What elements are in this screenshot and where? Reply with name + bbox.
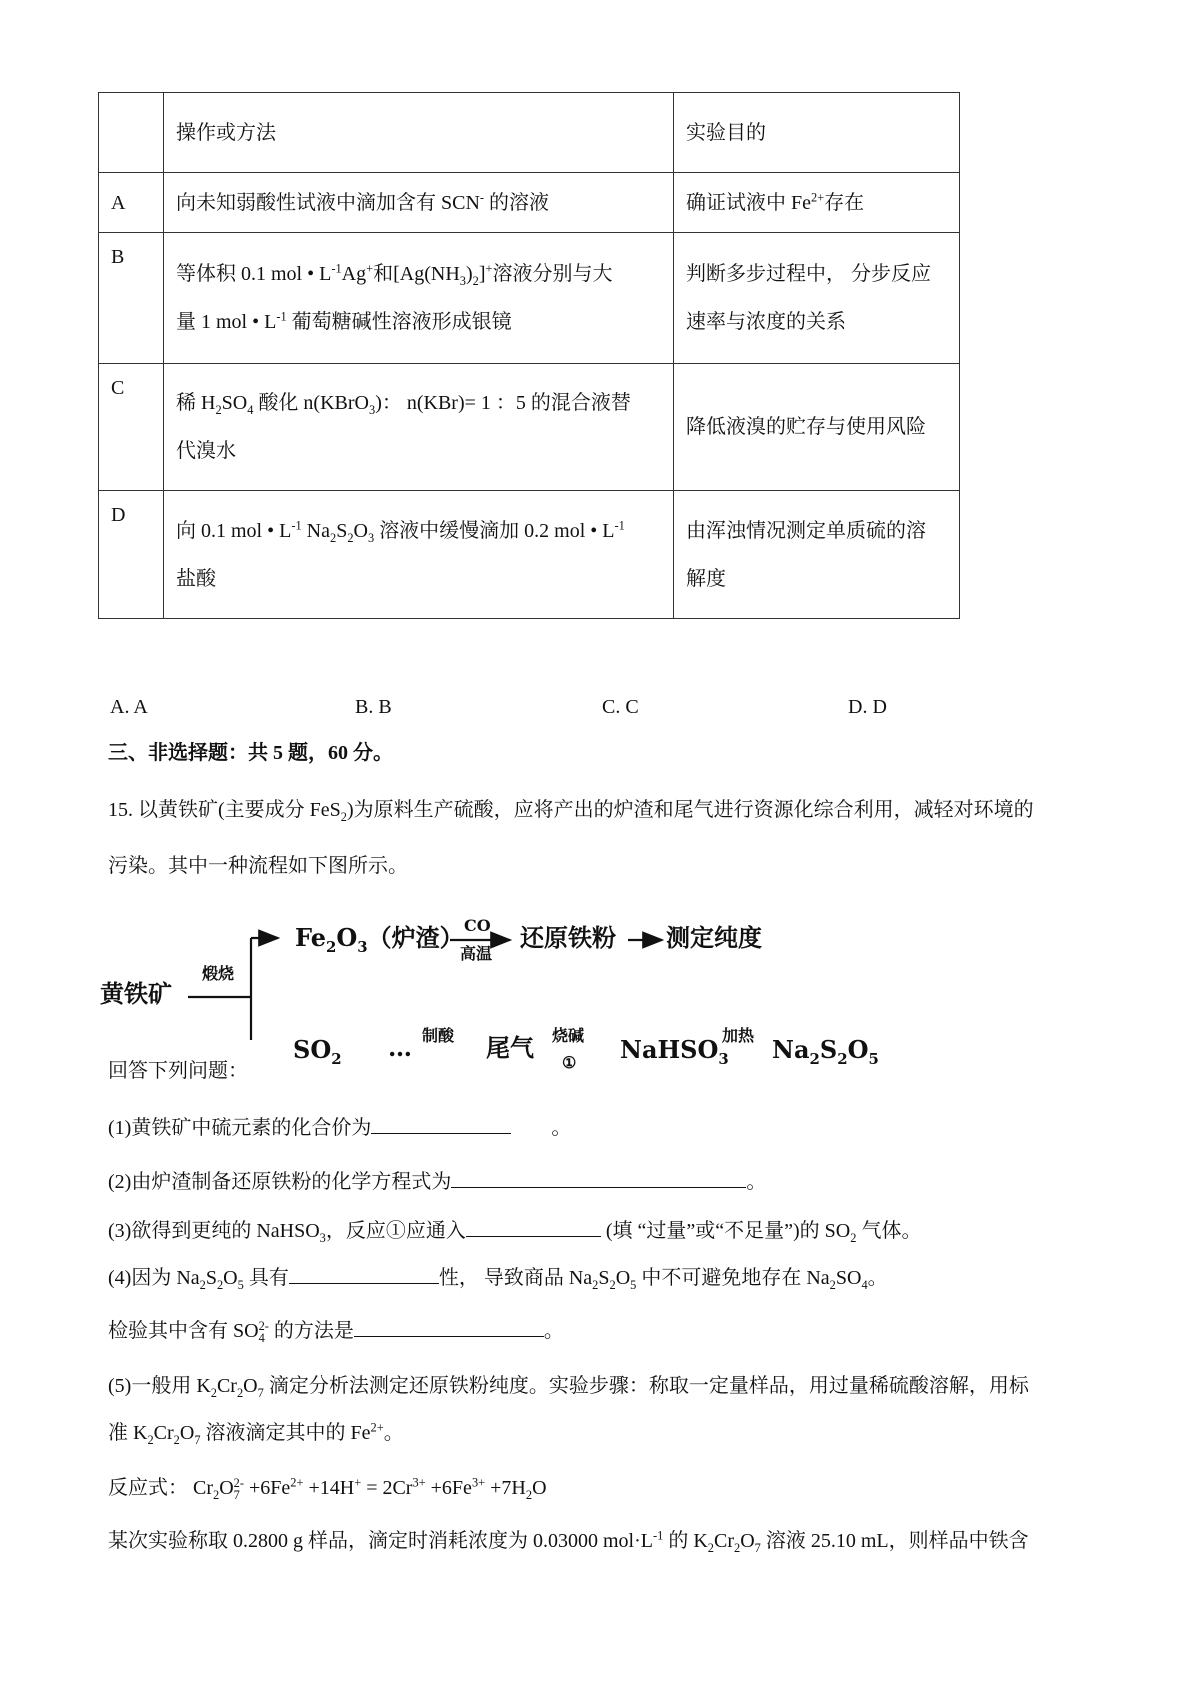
part-2-end: 。 [746, 1171, 767, 1193]
header-method: 操作或方法 [164, 93, 674, 173]
part-4-test-end: 。 [543, 1320, 564, 1342]
question-part-5-line1: (5)一般用 $K_2Cr_2O_7$ 滴定分析法测定还原铁粉纯度。实验步骤：称取一定量样品，用过量稀硫酸溶解，用标 [108, 1375, 1029, 1400]
heat-label: 加热 [722, 1026, 755, 1045]
question-part-4 [108, 1265, 888, 1292]
question-part-5-line2: 准 $K_2Cr_2O_7$ 溶液滴定其中的 $Fe^{2+}$。 [108, 1420, 404, 1447]
part-1-end: 。 [551, 1117, 572, 1139]
part-1-text: (1)黄铁矿中硫元素的化合价为 [108, 1117, 372, 1139]
row-label: B [99, 233, 164, 364]
make-acid-label: 制酸 [422, 1026, 455, 1045]
part-2-text: (2)由炉渣制备还原铁粉的化学方程式为 [108, 1171, 452, 1193]
row-label: D [99, 491, 164, 619]
nahso3-label: NaHSO$_3$ [620, 1035, 729, 1068]
option-d[interactable]: D. D [848, 696, 887, 718]
row-method: 向 0.1 mol • $L^{-1}$ $Na_2S_2O_3$ 溶液中缓慢滴加 0.2 mol • $L^{-1}$ 盐酸 [164, 491, 674, 619]
answer-blank-1[interactable] [371, 1115, 511, 1134]
row-label: C [99, 364, 164, 491]
na2s2o5-label: $Na_2S_2O_5$ [772, 1035, 879, 1068]
answer-blank-5[interactable] [354, 1318, 544, 1337]
part-3-text: (3)欲得到更纯的 NaHSO$_3$，反应①应通入 [108, 1220, 466, 1245]
header-purpose: 实验目的 [674, 93, 960, 173]
option-b[interactable]: B. B [355, 696, 392, 718]
row-method: 稀 $H_2SO_4$ 酸化 n(KBrO$_3$)： n(KBr)= 1 ：5 的混合液替 代溴水 [164, 364, 674, 491]
question-part-1 [108, 1115, 571, 1138]
roast-label: 煅烧 [202, 964, 235, 983]
high-temp-label: 高温 [460, 944, 493, 963]
so2-label: $SO_2$ [293, 1035, 342, 1068]
question-15-line1: 15. 以黄铁矿(主要成分 FeS$_2$)为原料生产硫酸，应将产出的炉渣和尾气进行资源化综合利用，减轻对环境的 [108, 799, 1034, 824]
fe2o3-label: $Fe_2O_3$（炉渣） [295, 923, 464, 956]
reaction-equation: 反应式： $Cr_2O$ 2- 7 $+6Fe^{2+} +14H^+ = 2Cr^{3+} +6Fe^{3+} +7H_2O$ [108, 1475, 547, 1503]
row-purpose: 判断多步过程中， 分步反应 速率与浓度的关系 [674, 233, 960, 364]
co-label: CO [464, 916, 491, 935]
answer-blank-3[interactable] [466, 1218, 601, 1237]
row-label: A [99, 173, 164, 233]
answer-prompt: 回答下列问题： [108, 1060, 248, 1082]
answer-blank-2[interactable] [451, 1169, 746, 1188]
section-heading: 三、非选择题：共 5 题，60 分。 [108, 742, 393, 764]
row-purpose: 降低液溴的贮存与使用风险 [674, 364, 960, 491]
caustic-soda-label: 烧碱 [552, 1026, 585, 1045]
tail-gas-label: 尾气 [486, 1033, 534, 1062]
dots-label: … [388, 1033, 412, 1062]
row-method: 向未知弱酸性试液中滴加含有 SCN- 的溶液 [164, 173, 674, 233]
part-3-text-end: (填 “过量”或“不足量”)的 $SO_2$ 气体。 [600, 1220, 922, 1245]
step-1-label: ① [562, 1053, 577, 1072]
pyrite-label: 黄铁矿 [100, 979, 172, 1008]
row-purpose: 由浑浊情况测定单质硫的溶 解度 [674, 491, 960, 619]
iron-powder-label: 还原铁粉 [520, 923, 616, 952]
row-method: 等体积 0.1 mol • $L^{-1}Ag^+$和$[Ag(NH_3)_2]^+$溶液分别与大 量 1 mol • $L^{-1}$ 葡萄糖碱性溶液形成银镜 [164, 233, 674, 364]
option-c[interactable]: C. C [602, 696, 639, 718]
part-4-text-end: 性， 导致商品 $Na_2S_2O_5$ 中不可避免地存在 $Na_2SO_4$。 [438, 1267, 888, 1292]
options-table [98, 92, 960, 619]
purity-label: 测定纯度 [666, 923, 762, 952]
question-part-4-test [108, 1318, 564, 1345]
option-a[interactable]: A. A [110, 696, 148, 718]
question-15-line2: 污染。其中一种流程如下图所示。 [108, 855, 408, 877]
question-part-5-line3: 某次实验称取 0.2800 g 样品，滴定时消耗浓度为 0.03000 $mol\cdot L^{-1}$ 的 $K_2Cr_2O_7$ 溶液 25.10 mL，则样品中铁含 [108, 1528, 1029, 1555]
part-4-text: (4)因为 $Na_2S_2O_5$ 具有 [108, 1267, 289, 1292]
header-label [99, 93, 164, 173]
question-part-2 [108, 1169, 766, 1192]
question-part-3 [108, 1218, 922, 1245]
row-purpose: 确证试液中 $Fe^{2+}$存在 [674, 173, 960, 233]
answer-blank-4[interactable] [289, 1265, 439, 1284]
part-4-test-text: 检验其中含有 SO 2- 4 的方法是 [108, 1319, 354, 1346]
